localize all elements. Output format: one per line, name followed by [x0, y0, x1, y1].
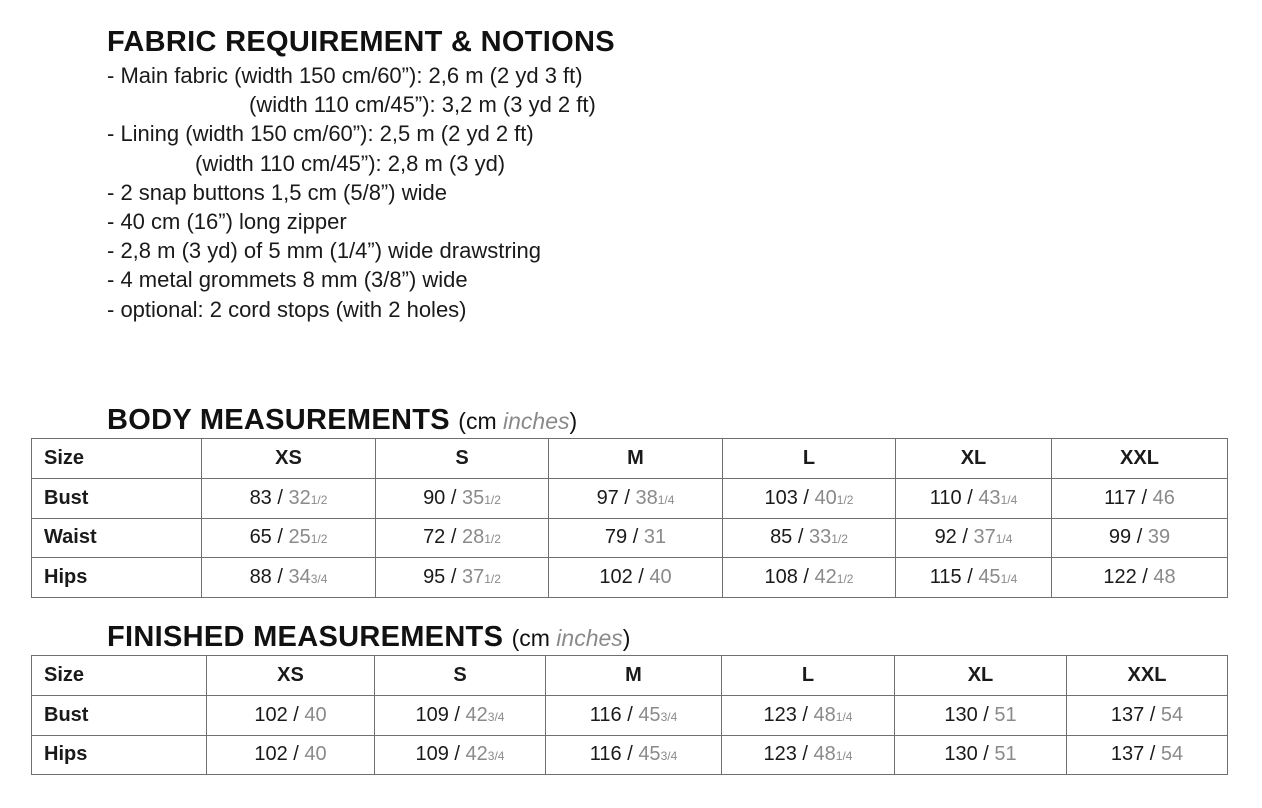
- inch-value: 51: [994, 743, 1017, 766]
- separator: /: [792, 526, 809, 549]
- table-row-hips: [32, 735, 1228, 775]
- measurement-cell: [549, 558, 723, 598]
- separator: /: [621, 703, 639, 726]
- separator: /: [977, 743, 995, 766]
- separator: /: [445, 486, 462, 509]
- inch-value: 38: [635, 486, 658, 509]
- notion-item: (width 110 cm/45”): 2,8 m (3 yd): [195, 150, 506, 176]
- cm-value: 92: [934, 526, 957, 549]
- size-header-m: M: [549, 439, 723, 479]
- table-row-hips: [32, 558, 1228, 598]
- unit-inches: inches: [503, 408, 570, 434]
- measurement-cell: [207, 735, 375, 775]
- separator: /: [796, 703, 814, 726]
- measurement-cell: [895, 735, 1067, 775]
- separator: /: [287, 743, 305, 766]
- separator: /: [1135, 486, 1153, 509]
- body-measurements-title: BODY MEASUREMENTS: [107, 404, 450, 436]
- measurement-cell: [202, 518, 376, 558]
- measurement-cell: [1052, 558, 1228, 598]
- measurement-cell: [1052, 478, 1228, 518]
- measurement-cell: [896, 558, 1052, 598]
- measurement-cell: [722, 735, 895, 775]
- separator: /: [1144, 703, 1161, 726]
- row-label: Hips: [32, 735, 207, 775]
- inch-value: 45: [638, 703, 661, 726]
- separator: /: [797, 566, 815, 589]
- measurement-cell: [1067, 735, 1228, 775]
- inch-value: 35: [461, 486, 485, 509]
- inch-fraction: 1/4: [835, 749, 853, 764]
- size-header-s: S: [376, 439, 549, 479]
- notion-item: (width 110 cm/45”): 3,2 m (3 yd 2 ft): [249, 92, 596, 118]
- cm-value: 102: [254, 743, 288, 766]
- unit-close: ): [569, 408, 578, 434]
- separator: /: [961, 486, 979, 509]
- cm-value: 99: [1108, 526, 1132, 549]
- size-header-xs: XS: [207, 656, 375, 696]
- measurement-cell: [722, 695, 895, 735]
- inch-value: 48: [813, 743, 836, 766]
- separator: /: [1136, 566, 1154, 589]
- table-row-bust: [32, 695, 1228, 735]
- cm-value: 109: [415, 703, 449, 726]
- measurement-cell: [376, 558, 549, 598]
- table-row-waist: [32, 518, 1228, 558]
- cm-value: 103: [764, 486, 798, 509]
- notions-list: [107, 61, 596, 324]
- notion-item: - optional: 2 cord stops (with 2 holes): [107, 296, 467, 322]
- measurement-cell: [202, 478, 376, 518]
- finished-measurements-table: [31, 655, 1228, 775]
- inch-value: 42: [465, 743, 488, 766]
- measurement-cell: [723, 518, 896, 558]
- inch-fraction: 1/4: [1000, 492, 1018, 507]
- inch-fraction: 1/2: [836, 572, 854, 587]
- inch-value: 45: [638, 743, 661, 766]
- body-measurements-table: [31, 438, 1228, 598]
- inch-fraction: 1/2: [484, 572, 501, 587]
- row-label: Waist: [32, 518, 202, 558]
- cm-value: 102: [599, 566, 633, 589]
- separator: /: [956, 526, 974, 549]
- measurement-cell: [896, 478, 1052, 518]
- notion-item: - Lining (width 150 cm/60”): 2,5 m (2 yd 2 ft): [107, 121, 534, 147]
- inch-value: 34: [288, 566, 311, 589]
- inch-fraction: 1/2: [484, 492, 501, 507]
- cm-value: 79: [604, 526, 628, 549]
- cm-value: 102: [254, 703, 288, 726]
- measurement-cell: [723, 558, 896, 598]
- inch-value: 42: [465, 703, 488, 726]
- inch-value: 37: [973, 526, 996, 549]
- separator: /: [287, 703, 305, 726]
- size-header-xl: XL: [896, 439, 1052, 479]
- separator: /: [961, 566, 979, 589]
- cm-value: 116: [589, 743, 622, 766]
- separator: /: [621, 743, 639, 766]
- separator: /: [797, 486, 815, 509]
- cm-value: 85: [770, 526, 793, 549]
- size-header-l: L: [722, 656, 895, 696]
- size-header-xs: XS: [202, 439, 376, 479]
- measurement-cell: [549, 478, 723, 518]
- inch-value: 39: [1147, 526, 1171, 549]
- unit-note: [512, 625, 631, 651]
- inch-value: 40: [304, 743, 327, 766]
- size-header-xxl: XXL: [1067, 656, 1228, 696]
- notion-item: - 2,8 m (3 yd) of 5 mm (1/4”) wide drawstring: [107, 238, 542, 264]
- cm-value: 130: [944, 743, 978, 766]
- separator: /: [271, 566, 289, 589]
- unit-inches: inches: [556, 625, 623, 651]
- inch-value: 42: [814, 566, 837, 589]
- measurement-cell: [207, 695, 375, 735]
- unit-note: [458, 408, 577, 434]
- inch-fraction: 1/2: [310, 492, 328, 507]
- inch-fraction: 1/4: [657, 492, 675, 507]
- inch-value: 25: [288, 526, 311, 549]
- measurement-cell: [546, 695, 722, 735]
- inch-fraction: 3/4: [310, 572, 328, 587]
- measurement-cell: [376, 518, 549, 558]
- cm-value: 97: [596, 486, 619, 509]
- inch-value: 33: [808, 526, 832, 549]
- cm-value: 137: [1110, 703, 1145, 726]
- separator: /: [445, 526, 462, 549]
- inch-fraction: 1/2: [310, 532, 328, 547]
- measurement-cell: [723, 478, 896, 518]
- inch-value: 46: [1152, 486, 1175, 509]
- inch-fraction: 3/4: [660, 749, 678, 764]
- inch-value: 43: [978, 486, 1001, 509]
- unit-close: ): [622, 625, 631, 651]
- size-header-xl: XL: [895, 656, 1067, 696]
- separator: /: [448, 703, 466, 726]
- notion-item: - 2 snap buttons 1,5 cm (5/8”) wide: [107, 179, 447, 205]
- cm-value: 90: [423, 486, 446, 509]
- separator: /: [1131, 526, 1148, 549]
- cm-value: 108: [764, 566, 798, 589]
- inch-value: 54: [1160, 703, 1184, 726]
- measurement-cell: [549, 518, 723, 558]
- unit-cm: (cm: [458, 408, 497, 434]
- notion-item: - 4 metal grommets 8 mm (3/8”) wide: [107, 267, 468, 293]
- inch-value: 48: [1153, 566, 1176, 589]
- inch-fraction: 1/2: [484, 532, 501, 547]
- cm-value: 137: [1110, 743, 1145, 766]
- inch-value: 32: [288, 486, 311, 509]
- measurement-cell: [375, 695, 546, 735]
- cm-value: 122: [1103, 566, 1137, 589]
- size-header-xxl: XXL: [1052, 439, 1228, 479]
- measurement-cell: [896, 518, 1052, 558]
- separator: /: [627, 526, 644, 549]
- measurement-cell: [546, 735, 722, 775]
- measurement-cell: [375, 735, 546, 775]
- cm-value: 123: [763, 703, 797, 726]
- cm-value: 88: [249, 566, 272, 589]
- measurement-cell: [1052, 518, 1228, 558]
- separator: /: [271, 486, 289, 509]
- notion-item: - Main fabric (width 150 cm/60”): 2,6 m (2 yd 3 ft): [107, 63, 583, 88]
- inch-fraction: 3/4: [660, 709, 678, 724]
- inch-value: 40: [649, 566, 672, 589]
- separator: /: [977, 703, 995, 726]
- measurement-cell: [376, 478, 549, 518]
- inch-fraction: 1/4: [835, 709, 853, 724]
- size-label-header: Size: [32, 439, 202, 479]
- inch-value: 40: [814, 486, 837, 509]
- cm-value: 109: [415, 743, 449, 766]
- inch-fraction: 1/4: [995, 532, 1013, 547]
- table-header-row: [32, 656, 1228, 696]
- measurement-cell: [895, 695, 1067, 735]
- fabric-requirements-heading: FABRIC REQUIREMENT & NOTIONS: [107, 26, 615, 58]
- cm-value: 83: [249, 486, 272, 509]
- separator: /: [632, 566, 650, 589]
- cm-value: 123: [763, 743, 797, 766]
- cm-value: 130: [944, 703, 978, 726]
- inch-value: 54: [1160, 743, 1184, 766]
- finished-measurements-title: FINISHED MEASUREMENTS: [107, 621, 504, 653]
- inch-value: 51: [994, 703, 1017, 726]
- inch-value: 37: [461, 566, 485, 589]
- inch-fraction: 1/2: [836, 492, 854, 507]
- separator: /: [796, 743, 814, 766]
- separator: /: [271, 526, 289, 549]
- cm-value: 110: [929, 486, 962, 509]
- row-label: Bust: [32, 478, 202, 518]
- separator: /: [448, 743, 466, 766]
- measurement-cell: [202, 558, 376, 598]
- inch-value: 40: [304, 703, 327, 726]
- cm-value: 72: [423, 526, 446, 549]
- inch-value: 31: [643, 526, 667, 549]
- notion-item: - 40 cm (16”) long zipper: [107, 208, 347, 234]
- table-header-row: [32, 439, 1228, 479]
- unit-cm: (cm: [511, 625, 550, 651]
- inch-fraction: 1/4: [1000, 572, 1018, 587]
- finished-measurements-heading: [107, 621, 630, 654]
- inch-fraction: 3/4: [487, 749, 505, 764]
- inch-value: 28: [461, 526, 485, 549]
- table-row-bust: [32, 478, 1228, 518]
- inch-value: 45: [978, 566, 1001, 589]
- cm-value: 115: [929, 566, 962, 589]
- cm-value: 117: [1104, 486, 1136, 509]
- size-header-l: L: [723, 439, 896, 479]
- row-label: Bust: [32, 695, 207, 735]
- size-label-header: Size: [32, 656, 207, 696]
- cm-value: 116: [589, 703, 622, 726]
- inch-fraction: 1/2: [831, 532, 848, 547]
- separator: /: [1144, 743, 1161, 766]
- measurement-cell: [1067, 695, 1228, 735]
- row-label: Hips: [32, 558, 202, 598]
- cm-value: 95: [423, 566, 446, 589]
- cm-value: 65: [249, 526, 272, 549]
- body-measurements-heading: [107, 404, 577, 437]
- size-header-m: M: [546, 656, 722, 696]
- separator: /: [445, 566, 462, 589]
- inch-value: 48: [813, 703, 836, 726]
- inch-fraction: 3/4: [487, 709, 505, 724]
- size-header-s: S: [375, 656, 546, 696]
- separator: /: [618, 486, 636, 509]
